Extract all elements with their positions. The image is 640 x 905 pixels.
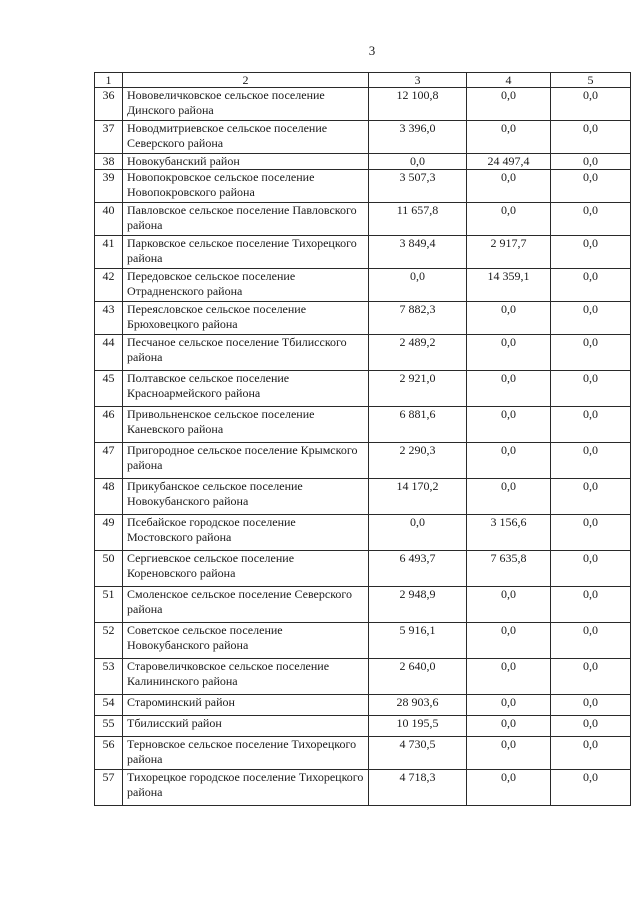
row-value-col4: 0,0	[467, 695, 551, 716]
row-value-col4: 0,0	[467, 716, 551, 737]
row-name: Полтавское сельское поселение Красноармейского района	[123, 371, 369, 407]
row-value-col5: 0,0	[551, 737, 631, 770]
row-value-col4: 3 156,6	[467, 515, 551, 551]
row-value-col4: 24 497,4	[467, 154, 551, 170]
row-name: Тихорецкое городское поселение Тихорецкого района	[123, 770, 369, 806]
row-value-col5: 0,0	[551, 515, 631, 551]
row-number: 42	[95, 269, 123, 302]
row-value-col4: 0,0	[467, 737, 551, 770]
row-number: 48	[95, 479, 123, 515]
row-name: Нововеличковское сельское поселение Динского района	[123, 88, 369, 121]
row-number: 36	[95, 88, 123, 121]
row-value-col5: 0,0	[551, 269, 631, 302]
row-number: 41	[95, 236, 123, 269]
row-name: Привольненское сельское поселение Каневского района	[123, 407, 369, 443]
row-name: Сергиевское сельское поселение Кореновского района	[123, 551, 369, 587]
row-value-col5: 0,0	[551, 716, 631, 737]
row-value-col4: 0,0	[467, 371, 551, 407]
row-number: 57	[95, 770, 123, 806]
row-value-col5: 0,0	[551, 371, 631, 407]
table-row	[95, 659, 631, 695]
row-name: Песчаное сельское поселение Тбилисского района	[123, 335, 369, 371]
row-number: 47	[95, 443, 123, 479]
table-row	[95, 737, 631, 770]
header-cell-4: 4	[467, 73, 551, 88]
row-value-col5: 0,0	[551, 551, 631, 587]
row-value-col5: 0,0	[551, 88, 631, 121]
table-row	[95, 335, 631, 371]
row-value-col4: 0,0	[467, 302, 551, 335]
row-value-col4: 0,0	[467, 770, 551, 806]
page-number: 3	[368, 43, 376, 58]
row-number: 38	[95, 154, 123, 170]
row-name: Передовское сельское поселение Отрадненского района	[123, 269, 369, 302]
row-value-col5: 0,0	[551, 479, 631, 515]
row-number: 37	[95, 121, 123, 154]
row-name: Пригородное сельское поселение Крымского района	[123, 443, 369, 479]
table-row	[95, 587, 631, 623]
row-value-col4: 0,0	[467, 659, 551, 695]
table-row	[95, 770, 631, 806]
row-value-col3: 12 100,8	[369, 88, 467, 121]
table-row	[95, 716, 631, 737]
header-cell-5: 5	[551, 73, 631, 88]
table-row	[95, 479, 631, 515]
row-value-col4: 7 635,8	[467, 551, 551, 587]
row-value-col4: 0,0	[467, 170, 551, 203]
header-cell-1: 1	[95, 73, 123, 88]
row-name: Псебайское городское поселение Мостовского района	[123, 515, 369, 551]
row-number: 54	[95, 695, 123, 716]
row-value-col3: 3 849,4	[369, 236, 467, 269]
row-value-col3: 2 948,9	[369, 587, 467, 623]
row-value-col4: 0,0	[467, 121, 551, 154]
row-value-col4: 0,0	[467, 623, 551, 659]
row-value-col5: 0,0	[551, 154, 631, 170]
row-name: Парковское сельское поселение Тихорецкого района	[123, 236, 369, 269]
table-row	[95, 236, 631, 269]
row-value-col3: 2 921,0	[369, 371, 467, 407]
row-number: 55	[95, 716, 123, 737]
row-name: Прикубанское сельское поселение Новокубанского района	[123, 479, 369, 515]
row-value-col3: 4 730,5	[369, 737, 467, 770]
row-value-col4: 0,0	[467, 203, 551, 236]
table-row	[95, 203, 631, 236]
row-value-col5: 0,0	[551, 623, 631, 659]
table-row	[95, 302, 631, 335]
table-row	[95, 623, 631, 659]
row-name: Советское сельское поселение Новокубанского района	[123, 623, 369, 659]
row-value-col3: 6 493,7	[369, 551, 467, 587]
row-value-col3: 0,0	[369, 154, 467, 170]
table-header	[95, 73, 631, 88]
row-name: Новопокровское сельское поселение Новопокровского района	[123, 170, 369, 203]
row-number: 50	[95, 551, 123, 587]
row-number: 56	[95, 737, 123, 770]
row-value-col5: 0,0	[551, 770, 631, 806]
row-value-col3: 3 507,3	[369, 170, 467, 203]
row-value-col5: 0,0	[551, 302, 631, 335]
row-value-col3: 7 882,3	[369, 302, 467, 335]
row-value-col3: 2 640,0	[369, 659, 467, 695]
row-name: Новокубанский район	[123, 154, 369, 170]
row-value-col5: 0,0	[551, 170, 631, 203]
row-value-col3: 2 489,2	[369, 335, 467, 371]
row-value-col5: 0,0	[551, 587, 631, 623]
table-row	[95, 121, 631, 154]
row-value-col4: 0,0	[467, 587, 551, 623]
row-value-col3: 3 396,0	[369, 121, 467, 154]
row-value-col3: 2 290,3	[369, 443, 467, 479]
row-value-col3: 11 657,8	[369, 203, 467, 236]
row-value-col3: 14 170,2	[369, 479, 467, 515]
row-value-col3: 28 903,6	[369, 695, 467, 716]
row-name: Смоленское сельское поселение Северского района	[123, 587, 369, 623]
row-value-col5: 0,0	[551, 121, 631, 154]
table-row	[95, 551, 631, 587]
row-name: Терновское сельское поселение Тихорецкого района	[123, 737, 369, 770]
row-value-col4: 0,0	[467, 443, 551, 479]
row-value-col5: 0,0	[551, 236, 631, 269]
row-value-col3: 5 916,1	[369, 623, 467, 659]
row-value-col3: 10 195,5	[369, 716, 467, 737]
header-cell-3: 3	[369, 73, 467, 88]
table-row	[95, 407, 631, 443]
table-row	[95, 170, 631, 203]
allocation-table	[94, 72, 631, 806]
row-name: Старовеличковское сельское поселение Калининского района	[123, 659, 369, 695]
row-value-col3: 0,0	[369, 269, 467, 302]
table-row	[95, 695, 631, 716]
row-name: Тбилисский район	[123, 716, 369, 737]
row-number: 43	[95, 302, 123, 335]
row-number: 39	[95, 170, 123, 203]
row-value-col3: 6 881,6	[369, 407, 467, 443]
row-value-col4: 0,0	[467, 407, 551, 443]
row-value-col3: 0,0	[369, 515, 467, 551]
row-number: 45	[95, 371, 123, 407]
row-number: 40	[95, 203, 123, 236]
table-row	[95, 515, 631, 551]
row-value-col4: 14 359,1	[467, 269, 551, 302]
row-number: 53	[95, 659, 123, 695]
row-value-col4: 0,0	[467, 335, 551, 371]
row-value-col4: 0,0	[467, 479, 551, 515]
row-value-col5: 0,0	[551, 335, 631, 371]
row-value-col3: 4 718,3	[369, 770, 467, 806]
row-value-col5: 0,0	[551, 443, 631, 479]
header-row	[95, 73, 631, 88]
row-name: Новодмитриевское сельское поселение Северского района	[123, 121, 369, 154]
row-number: 44	[95, 335, 123, 371]
row-number: 51	[95, 587, 123, 623]
table-row	[95, 154, 631, 170]
row-name: Переясловское сельское поселение Брюховецкого района	[123, 302, 369, 335]
table-body	[95, 88, 631, 806]
row-value-col4: 2 917,7	[467, 236, 551, 269]
row-number: 49	[95, 515, 123, 551]
table-row	[95, 443, 631, 479]
row-number: 52	[95, 623, 123, 659]
header-cell-2: 2	[123, 73, 369, 88]
row-value-col5: 0,0	[551, 203, 631, 236]
row-value-col4: 0,0	[467, 88, 551, 121]
row-name: Павловское сельское поселение Павловского района	[123, 203, 369, 236]
row-value-col5: 0,0	[551, 407, 631, 443]
row-value-col5: 0,0	[551, 659, 631, 695]
table-row	[95, 371, 631, 407]
row-name: Староминский район	[123, 695, 369, 716]
table-row	[95, 269, 631, 302]
row-number: 46	[95, 407, 123, 443]
table-row	[95, 88, 631, 121]
row-value-col5: 0,0	[551, 695, 631, 716]
